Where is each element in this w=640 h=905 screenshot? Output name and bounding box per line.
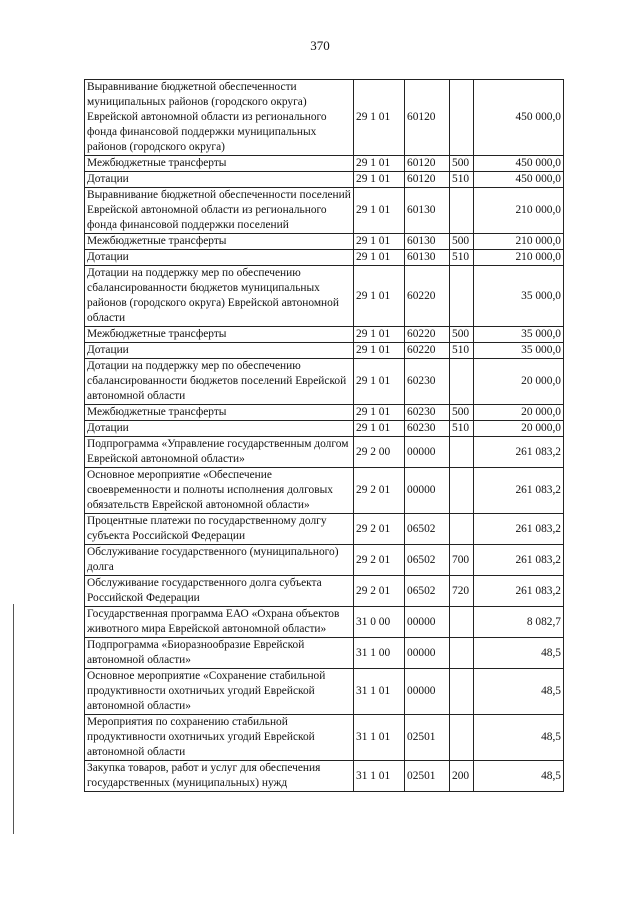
direction-code-cell: 60220 — [405, 343, 450, 359]
direction-code-cell: 60230 — [405, 421, 450, 437]
program-code-cell: 29 1 01 — [354, 343, 405, 359]
program-code-cell: 29 2 01 — [354, 514, 405, 545]
table-row — [85, 437, 564, 468]
expense-type-cell: 500 — [450, 327, 474, 343]
row-name-cell: Обслуживание государственного долга субъекта Российской Федерации — [85, 576, 354, 607]
expense-type-cell — [450, 514, 474, 545]
expense-type-cell: 500 — [450, 234, 474, 250]
program-code-cell: 31 1 01 — [354, 669, 405, 715]
table-row — [85, 250, 564, 266]
expense-type-cell — [450, 638, 474, 669]
amount-cell: 450 000,0 — [474, 156, 564, 172]
direction-code-cell: 60230 — [405, 359, 450, 405]
program-code-cell: 31 1 01 — [354, 761, 405, 792]
expense-type-cell — [450, 468, 474, 514]
direction-code-cell: 02501 — [405, 715, 450, 761]
direction-code-cell: 06502 — [405, 545, 450, 576]
row-name-cell: Дотации на поддержку мер по обеспечению сбалансированности бюджетов поселений Еврейской автономной области — [85, 359, 354, 405]
table-row — [85, 266, 564, 327]
row-name-cell: Дотации на поддержку мер по обеспечению сбалансированности бюджетов муниципальных районов (городского округа) Еврейской автономной области — [85, 266, 354, 327]
amount-cell: 48,5 — [474, 761, 564, 792]
expense-type-cell: 200 — [450, 761, 474, 792]
table-row — [85, 514, 564, 545]
page-number: 370 — [310, 38, 330, 53]
amount-cell: 261 083,2 — [474, 545, 564, 576]
expense-type-cell — [450, 359, 474, 405]
program-code-cell: 29 1 01 — [354, 188, 405, 234]
program-code-cell: 29 1 01 — [354, 327, 405, 343]
row-name-cell: Межбюджетные трансферты — [85, 234, 354, 250]
table-row — [85, 343, 564, 359]
amount-cell: 48,5 — [474, 638, 564, 669]
table-row — [85, 80, 564, 156]
table-row — [85, 156, 564, 172]
expense-type-cell — [450, 80, 474, 156]
program-code-cell: 29 1 01 — [354, 405, 405, 421]
amount-cell: 48,5 — [474, 669, 564, 715]
amount-cell: 210 000,0 — [474, 234, 564, 250]
table-row — [85, 405, 564, 421]
amount-cell: 210 000,0 — [474, 250, 564, 266]
table-row — [85, 421, 564, 437]
row-name-cell: Выравнивание бюджетной обеспеченности муниципальных районов (городского округа) Еврейской автономной области из регионального фонда финансовой поддержки муниципальных районов (городского округа) — [85, 80, 354, 156]
direction-code-cell: 02501 — [405, 761, 450, 792]
table-row — [85, 234, 564, 250]
row-name-cell: Дотации — [85, 421, 354, 437]
amount-cell: 450 000,0 — [474, 172, 564, 188]
row-name-cell: Дотации — [85, 172, 354, 188]
table-row — [85, 327, 564, 343]
budget-table — [84, 79, 564, 792]
direction-code-cell: 00000 — [405, 437, 450, 468]
expense-type-cell: 500 — [450, 405, 474, 421]
direction-code-cell: 00000 — [405, 468, 450, 514]
expense-type-cell — [450, 437, 474, 468]
direction-code-cell: 60130 — [405, 188, 450, 234]
table-row — [85, 761, 564, 792]
program-code-cell: 29 1 01 — [354, 172, 405, 188]
row-name-cell: Государственная программа ЕАО «Охрана объектов животного мира Еврейской автономной области» — [85, 607, 354, 638]
row-name-cell: Дотации — [85, 250, 354, 266]
expense-type-cell: 720 — [450, 576, 474, 607]
direction-code-cell: 60130 — [405, 250, 450, 266]
amount-cell: 261 083,2 — [474, 468, 564, 514]
amount-cell: 20 000,0 — [474, 359, 564, 405]
direction-code-cell: 60220 — [405, 266, 450, 327]
table-row — [85, 172, 564, 188]
row-name-cell: Межбюджетные трансферты — [85, 156, 354, 172]
direction-code-cell: 00000 — [405, 607, 450, 638]
table-row — [85, 576, 564, 607]
expense-type-cell — [450, 715, 474, 761]
program-code-cell: 29 1 01 — [354, 359, 405, 405]
expense-type-cell — [450, 266, 474, 327]
table-row — [85, 669, 564, 715]
amount-cell: 450 000,0 — [474, 80, 564, 156]
table-row — [85, 468, 564, 514]
amount-cell: 261 083,2 — [474, 437, 564, 468]
program-code-cell: 29 2 01 — [354, 576, 405, 607]
direction-code-cell: 60120 — [405, 80, 450, 156]
table-row — [85, 638, 564, 669]
row-name-cell: Обслуживание государственного (муниципального) долга — [85, 545, 354, 576]
row-name-cell: Процентные платежи по государственному долгу субъекта Российской Федерации — [85, 514, 354, 545]
program-code-cell: 29 1 01 — [354, 266, 405, 327]
program-code-cell: 31 1 00 — [354, 638, 405, 669]
program-code-cell: 29 1 01 — [354, 421, 405, 437]
row-name-cell: Межбюджетные трансферты — [85, 405, 354, 421]
expense-type-cell: 510 — [450, 343, 474, 359]
expense-type-cell — [450, 669, 474, 715]
direction-code-cell: 60130 — [405, 234, 450, 250]
row-name-cell: Дотации — [85, 343, 354, 359]
table-row — [85, 188, 564, 234]
row-name-cell: Выравнивание бюджетной обеспеченности поселений Еврейской автономной области из регионального фонда финансовой поддержки поселений — [85, 188, 354, 234]
direction-code-cell: 60120 — [405, 156, 450, 172]
amount-cell: 35 000,0 — [474, 327, 564, 343]
row-name-cell: Межбюджетные трансферты — [85, 327, 354, 343]
program-code-cell: 31 1 01 — [354, 715, 405, 761]
program-code-cell: 29 2 01 — [354, 545, 405, 576]
direction-code-cell: 06502 — [405, 514, 450, 545]
direction-code-cell: 60220 — [405, 327, 450, 343]
row-name-cell: Закупка товаров, работ и услуг для обеспечения государственных (муниципальных) нужд — [85, 761, 354, 792]
amount-cell: 261 083,2 — [474, 514, 564, 545]
amount-cell: 8 082,7 — [474, 607, 564, 638]
amount-cell: 35 000,0 — [474, 343, 564, 359]
amount-cell: 210 000,0 — [474, 188, 564, 234]
amount-cell: 35 000,0 — [474, 266, 564, 327]
table-row — [85, 715, 564, 761]
amount-cell: 261 083,2 — [474, 576, 564, 607]
expense-type-cell: 500 — [450, 156, 474, 172]
direction-code-cell: 00000 — [405, 669, 450, 715]
program-code-cell: 29 1 01 — [354, 156, 405, 172]
margin-rule — [13, 604, 14, 834]
program-code-cell: 29 2 00 — [354, 437, 405, 468]
expense-type-cell: 510 — [450, 421, 474, 437]
program-code-cell: 31 0 00 — [354, 607, 405, 638]
row-name-cell: Подпрограмма «Управление государственным долгом Еврейской автономной области» — [85, 437, 354, 468]
expense-type-cell: 510 — [450, 250, 474, 266]
expense-type-cell — [450, 188, 474, 234]
expense-type-cell: 700 — [450, 545, 474, 576]
amount-cell: 20 000,0 — [474, 405, 564, 421]
budget-table-body — [85, 80, 564, 792]
amount-cell: 48,5 — [474, 715, 564, 761]
row-name-cell: Основное мероприятие «Сохранение стабильной продуктивности охотничьих угодий Еврейской автономной области» — [85, 669, 354, 715]
row-name-cell: Мероприятия по сохранению стабильной продуктивности охотничьих угодий Еврейской автономной области — [85, 715, 354, 761]
row-name-cell: Основное мероприятие «Обеспечение своевременности и полноты исполнения долговых обязательств Еврейской автономной области» — [85, 468, 354, 514]
table-row — [85, 359, 564, 405]
direction-code-cell: 60230 — [405, 405, 450, 421]
amount-cell: 20 000,0 — [474, 421, 564, 437]
row-name-cell: Подпрограмма «Биоразнообразие Еврейской автономной области» — [85, 638, 354, 669]
direction-code-cell: 06502 — [405, 576, 450, 607]
expense-type-cell — [450, 607, 474, 638]
table-row — [85, 545, 564, 576]
direction-code-cell: 60120 — [405, 172, 450, 188]
program-code-cell: 29 2 01 — [354, 468, 405, 514]
table-row — [85, 607, 564, 638]
program-code-cell: 29 1 01 — [354, 250, 405, 266]
direction-code-cell: 00000 — [405, 638, 450, 669]
expense-type-cell: 510 — [450, 172, 474, 188]
program-code-cell: 29 1 01 — [354, 234, 405, 250]
program-code-cell: 29 1 01 — [354, 80, 405, 156]
